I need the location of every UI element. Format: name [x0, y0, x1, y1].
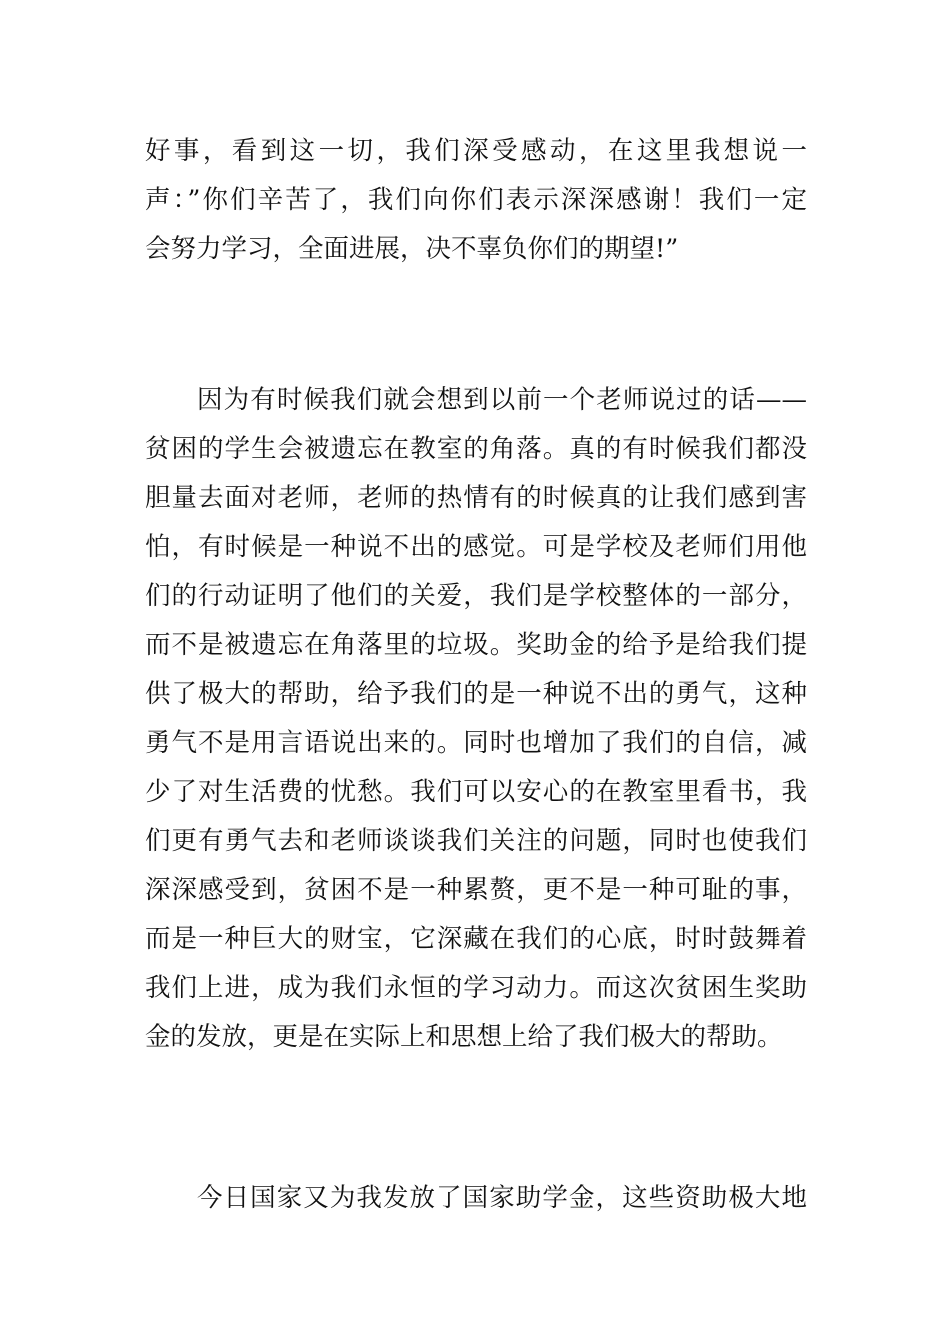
text-line: 供了极大的帮助，给予我们的是一种说不出的勇气，这种: [145, 679, 807, 709]
text-line: 声：”你们辛苦了，我们向你们表示深深感谢！我们一定: [145, 185, 807, 215]
text-line: 贫困的学生会被遗忘在教室的角落。真的有时候我们都没: [145, 434, 807, 464]
text-line: 怕，有时候是一种说不出的感觉。可是学校及老师们用他: [145, 532, 807, 562]
text-line: 而是一种巨大的财宝，它深藏在我们的心底，时时鼓舞着: [145, 924, 807, 954]
text-line: 勇气不是用言语说出来的。同时也增加了我们的自信，减: [145, 728, 807, 758]
text-line: 金的发放，更是在实际上和思想上给了我们极大的帮助。: [145, 1022, 783, 1052]
text-line: 今日国家又为我发放了国家助学金，这些资助极大地: [197, 1183, 807, 1213]
text-line: 会努力学习，全面进展，决不辜负你们的期望!”: [145, 234, 679, 264]
text-line: 们更有勇气去和老师谈谈我们关注的问题，同时也使我们: [145, 826, 807, 856]
text-line: 们的行动证明了他们的关爱，我们是学校整体的一部分，: [145, 581, 807, 611]
text-line: 少了对生活费的忧愁。我们可以安心的在教室里看书，我: [145, 777, 807, 807]
text-line: 深深感受到，贫困不是一种累赘，更不是一种可耻的事，: [145, 875, 807, 905]
paragraph-1: [145, 127, 807, 274]
paragraph-3: [145, 1174, 807, 1223]
text-line: 因为有时候我们就会想到以前一个老师说过的话——: [197, 385, 807, 415]
text-line: 我们上进，成为我们永恒的学习动力。而这次贫困生奖助: [145, 973, 807, 1003]
text-line: 胆量去面对老师，老师的热情有的时候真的让我们感到害: [145, 483, 807, 513]
paragraph-2: [145, 376, 807, 1062]
text-line: 而不是被遗忘在角落里的垃圾。奖助金的给予是给我们提: [145, 630, 807, 660]
text-line: 好事，看到这一切，我们深受感动，在这里我想说一: [145, 136, 807, 166]
